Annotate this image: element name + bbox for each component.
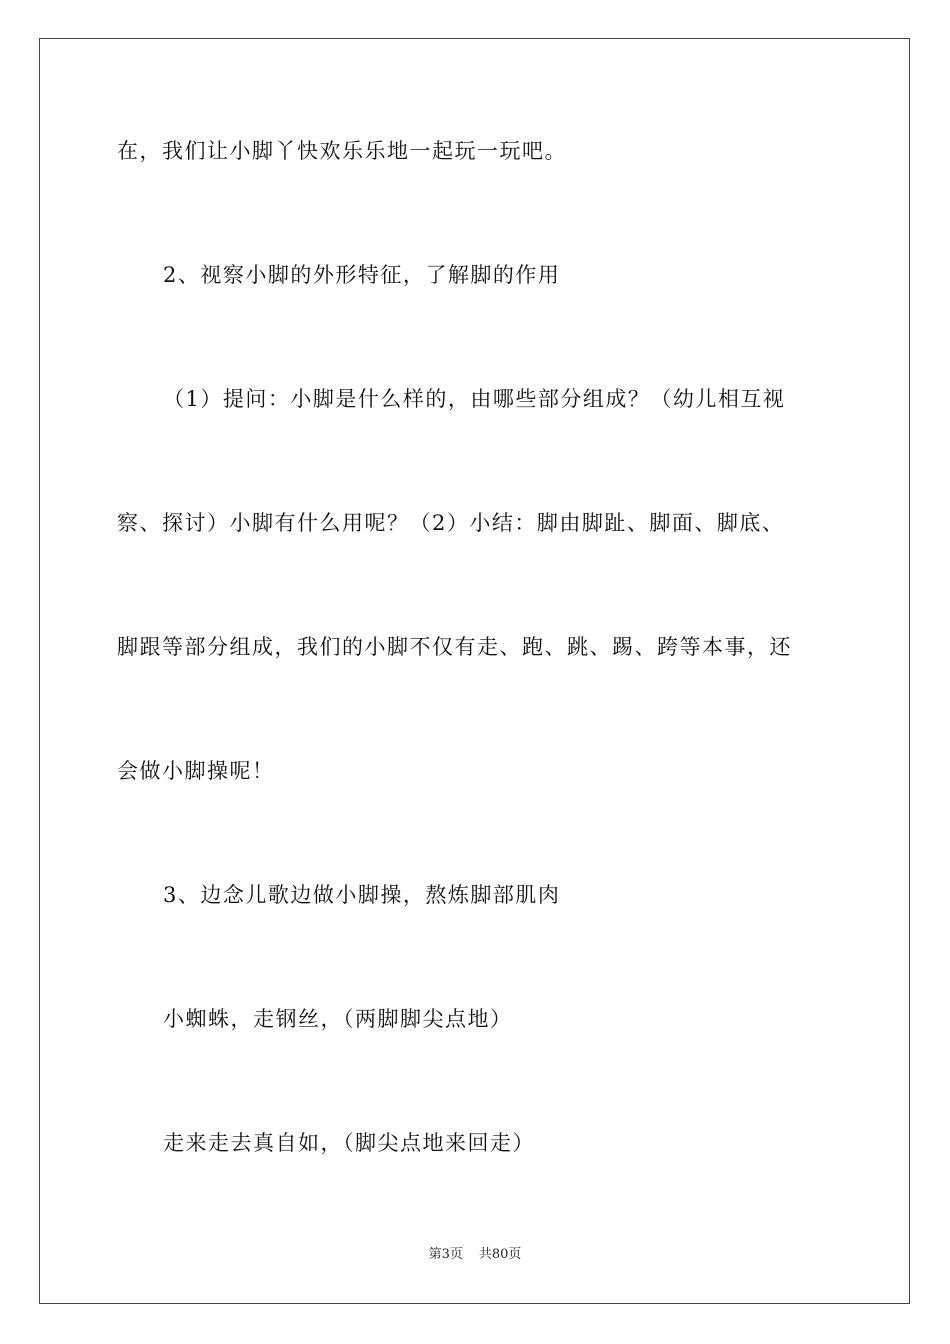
paragraph-line: 2、视察小脚的外形特征，了解脚的作用 [163, 263, 561, 287]
page-footer [0, 1246, 950, 1264]
page-frame [39, 38, 910, 1304]
paragraph-line: 走来走去真自如，（脚尖点地来回走） [163, 1131, 535, 1155]
page-total: 共80页 [478, 1247, 522, 1262]
paragraph-line: 小蜘蛛，走钢丝，（两脚脚尖点地） [163, 1007, 513, 1031]
paragraph-line: （1）提问：小脚是什么样的，由哪些部分组成？（幼儿相互视 [163, 387, 786, 411]
page-number: 第3页 [428, 1247, 463, 1262]
paragraph-line: 会做小脚操呢！ [117, 759, 275, 783]
paragraph-line: 3、边念儿歌边做小脚操，熬炼脚部肌肉 [163, 883, 561, 907]
paragraph-line: 脚跟等部分组成，我们的小脚不仅有走、跑、跳、踢、跨等本事，还 [117, 635, 792, 659]
paragraph-line: 在，我们让小脚丫快欢乐乐地一起玩一玩吧。 [117, 139, 567, 163]
paragraph-line: 察、探讨）小脚有什么用呢？（2）小结：脚由脚趾、脚面、脚底、 [117, 511, 785, 535]
